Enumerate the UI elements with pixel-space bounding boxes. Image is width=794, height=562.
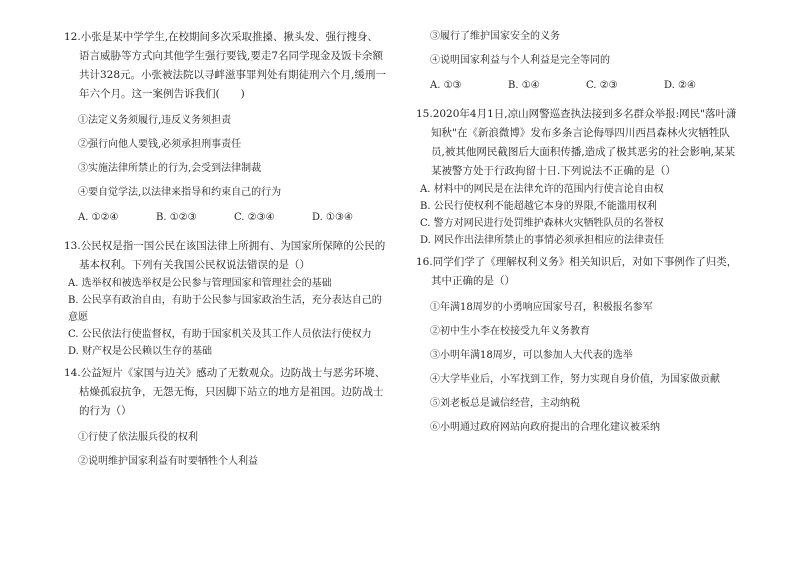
question-16-item-1: ①年满18周岁的小勇响应国家号召，积极报名参军 (430, 302, 653, 313)
choice-b: B. ①④ (508, 80, 540, 91)
question-12-choices (78, 212, 386, 223)
question-14-item-2: ②说明维护国家利益有时要牺牲个人利益 (78, 456, 258, 467)
question-16-item-3: ③小明年满18周岁，可以参加人大代表的选举 (430, 350, 633, 361)
choice-a: A. ①②④ (78, 212, 119, 223)
question-12-item-4: ④要自觉学法,以法律来指导和约束自己的行为 (78, 187, 282, 198)
left-column (64, 28, 386, 479)
question-16-item-2: ②初中生小李在校接受九年义务教育 (430, 326, 590, 337)
choice-c: C. ②③ (586, 80, 618, 91)
choice-a: A. ①③ (430, 80, 462, 91)
question-15-option-c: C. 警方对网民进行处罚维护森林火灾牺牲队员的名誉权 (420, 218, 664, 229)
question-15-option-d: D. 网民作出法律所禁止的事情必须承担相应的法律责任 (420, 235, 665, 246)
question-12-item-3: ③实施法律所禁止的行为,会受到法律制裁 (78, 163, 262, 174)
choice-c: C. ②③④ (234, 212, 275, 223)
question-14-choices (430, 80, 738, 91)
question-12-stem: 12.小张是某中学学生,在校期间多次采取推搡、揪头发、强行搜身、语言威胁等方式向其他学生强行要钱,要走7名同学现金及饭卡余额共计328元。小张被法院以寻衅滋事罪判处有期徒刑六个月,缓刑一年六个月。这一案例告诉我们( ) (64, 31, 386, 100)
choice-d: D. ②④ (664, 80, 696, 91)
question-13-stem: 13.公民权是指一国公民在该国法律上所拥有、为国家所保障的公民的基本权利。下列有关我国公民权说法错误的是（） (64, 240, 386, 271)
question-13-option-a: A. 选举权和被选举权是公民参与管理国家和管理社会的基础 (68, 278, 332, 289)
question-12-item-1: ①法定义务须履行,违反义务须担责 (78, 115, 232, 126)
choice-d: D. ①③④ (312, 212, 353, 223)
question-15-option-a: A. 材料中的网民是在法律允许的范围内行使言论自由权 (420, 184, 664, 195)
right-column (416, 28, 738, 445)
question-14-stem: 14.公益短片《家国与边关》感动了无数观众。边防战士与恶劣环境、枯燥孤寂抗争，无怨无悔，只因脚下站立的地方是祖国。边防战士的行为（） (64, 367, 386, 417)
question-14-item-4: ④说明国家利益与个人利益是完全等同的 (430, 55, 610, 66)
question-16-item-4: ④大学毕业后，小军找到工作，努力实现自身价值，为国家做贡献 (430, 374, 720, 385)
question-13-option-b: B. 公民享有政治自由，有助于公民参与国家政治生活，充分表达自己的意愿 (68, 295, 382, 323)
question-15-option-b: B. 公民行使权利不能超越它本身的界限,不能滥用权利 (420, 201, 657, 212)
question-16-stem: 16.同学们学了《理解权利义务》相关知识后，对如下事例作了归类，其中正确的是（） (416, 256, 738, 287)
question-16-item-5: ⑤刘老板总是诚信经营，主动纳税 (430, 398, 580, 409)
choice-b: B. ①②③ (156, 212, 197, 223)
question-14-item-1: ①行使了依法服兵役的权利 (78, 432, 198, 443)
question-13-option-d: D. 财产权是公民赖以生存的基础 (68, 346, 213, 357)
question-15-stem: 15.2020年4月1日,凉山网警巡查执法接到多名群众举报:网民"落叶潇知秋"在《新浪微博》发布多条言论侮辱四川西昌森林火灾牺牲队员,被其他网民截图后大面积传播,造成了极其恶劣的社会影响,某某某被警方处于行政拘留十日.下列说法不正确的是（） (416, 108, 737, 177)
question-12-item-2: ②强行向他人要钱,必须承担刑事责任 (78, 139, 242, 150)
question-14-item-3: ③履行了维护国家安全的义务 (430, 31, 560, 42)
question-16-item-6: ⑥小明通过政府网站向政府提出的合理化建议被采纳 (430, 422, 660, 433)
question-13-option-c: C. 公民依法行使监督权，有助于国家机关及其工作人员依法行使权力 (68, 329, 372, 340)
